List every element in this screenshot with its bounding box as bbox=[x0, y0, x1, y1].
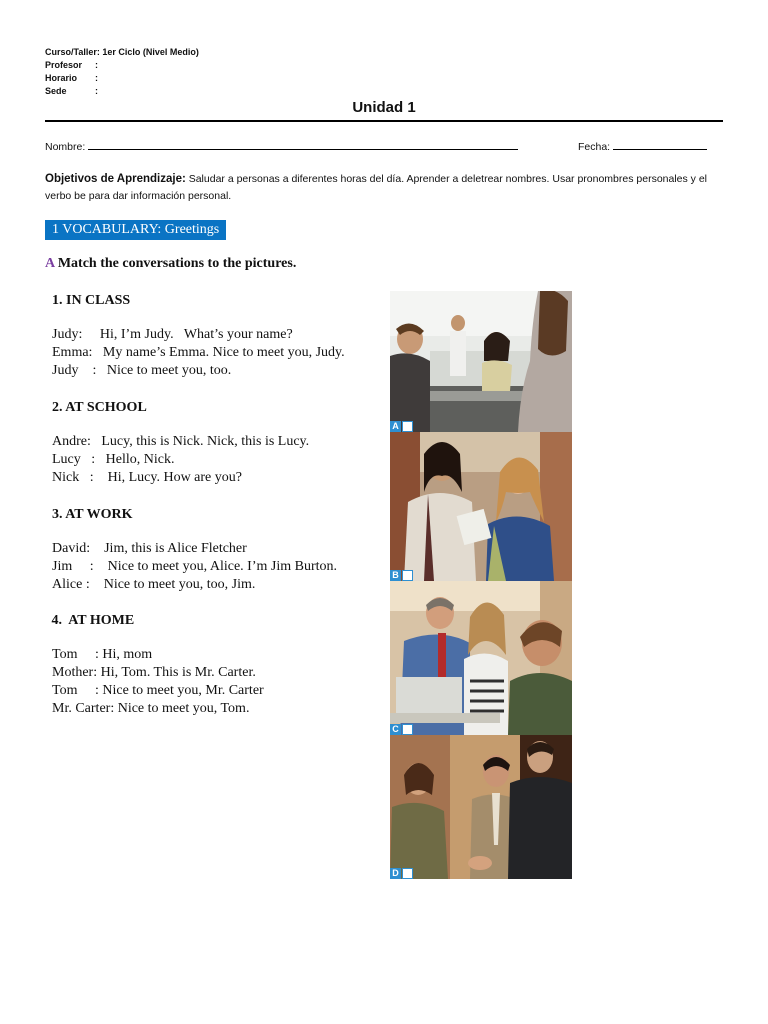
conversation-at-school bbox=[52, 400, 309, 487]
picture-c-home bbox=[390, 581, 572, 735]
exercise-instruction bbox=[45, 256, 296, 272]
picture-label: D bbox=[390, 868, 401, 879]
conversation-at-work bbox=[52, 507, 337, 594]
professor-colon: : bbox=[95, 60, 98, 70]
date-field-group bbox=[578, 139, 707, 153]
picture-label: B bbox=[390, 570, 401, 581]
dialogue-line: Mother: Hi, Tom. This is Mr. Carter. bbox=[52, 665, 256, 680]
date-label: Fecha: bbox=[578, 141, 611, 153]
conversation-in-class bbox=[52, 293, 345, 380]
picture-d-work bbox=[390, 735, 572, 879]
objectives-label: Objetivos de Aprendizaje: bbox=[45, 173, 186, 185]
picture-a-classroom bbox=[390, 291, 572, 432]
section-title: 1. IN CLASS bbox=[52, 293, 131, 308]
classroom-photo bbox=[390, 291, 572, 432]
section-title: 4. AT HOME bbox=[48, 613, 135, 628]
course-value: 1er Ciclo (Nivel Medio) bbox=[102, 47, 199, 57]
name-label: Nombre: bbox=[45, 141, 86, 153]
picture-b-school bbox=[390, 432, 572, 581]
dialogue-line: Mr. Carter: Nice to meet you, Tom. bbox=[52, 701, 250, 716]
site-colon: : bbox=[95, 86, 98, 96]
picture-strip bbox=[390, 291, 572, 879]
date-field[interactable] bbox=[613, 139, 707, 150]
dialogue-line: Jim : Nice to meet you, Alice. I’m Jim Burton. bbox=[52, 559, 338, 574]
vocabulary-heading: 1 VOCABULARY: Greetings bbox=[45, 220, 226, 240]
professor-label: Profesor bbox=[45, 60, 83, 70]
picture-label: A bbox=[390, 421, 401, 432]
objectives-text: Saludar a personas a diferentes horas del día. Aprender a deletrear nombres. Usar pronombres personales y el verbo be para dar información personal. bbox=[45, 173, 708, 202]
dialogue-line: Tom : Nice to meet you, Mr. Carter bbox=[52, 683, 264, 698]
conversation-at-home bbox=[48, 613, 264, 718]
objectives bbox=[45, 171, 725, 205]
exercise-letter: A bbox=[45, 256, 55, 271]
picture-label: C bbox=[390, 724, 401, 735]
home-photo bbox=[390, 581, 572, 735]
school-photo bbox=[390, 432, 572, 581]
dialogue-line: Andre: Lucy, this is Nick. Nick, this is Lucy. bbox=[52, 434, 310, 449]
schedule-colon: : bbox=[95, 73, 98, 83]
dialogue-line: Emma: My name’s Emma. Nice to meet you, Judy. bbox=[52, 345, 345, 360]
dialogue-line: Alice : Nice to meet you, too, Jim. bbox=[52, 577, 256, 592]
dialogue-line: David: Jim, this is Alice Fletcher bbox=[52, 541, 247, 556]
answer-checkbox[interactable] bbox=[402, 570, 413, 581]
dialogue-line: Judy : Nice to meet you, too. bbox=[52, 363, 232, 378]
schedule-label: Horario bbox=[45, 73, 78, 83]
answer-checkbox[interactable] bbox=[402, 421, 413, 432]
name-field-group bbox=[45, 139, 518, 153]
answer-checkbox[interactable] bbox=[402, 724, 413, 735]
dialogue-line: Judy: Hi, I’m Judy. What’s your name? bbox=[52, 327, 293, 342]
name-field[interactable] bbox=[88, 139, 518, 150]
course-label: Curso/Taller: bbox=[45, 47, 100, 57]
course-info-block bbox=[45, 46, 199, 98]
dialogue-line: Nick : Hi, Lucy. How are you? bbox=[52, 470, 242, 485]
unit-title: Unidad 1 bbox=[352, 99, 416, 116]
answer-checkbox[interactable] bbox=[402, 868, 413, 879]
site-label: Sede bbox=[45, 86, 67, 96]
dialogue-line: Tom : Hi, mom bbox=[52, 647, 153, 662]
title-divider bbox=[45, 120, 723, 122]
exercise-instruction-text: Match the conversations to the pictures. bbox=[57, 256, 297, 271]
office-photo bbox=[390, 735, 572, 879]
section-title: 2. AT SCHOOL bbox=[52, 400, 147, 415]
dialogue-line: Lucy : Hello, Nick. bbox=[52, 452, 175, 467]
section-title: 3. AT WORK bbox=[52, 507, 133, 522]
